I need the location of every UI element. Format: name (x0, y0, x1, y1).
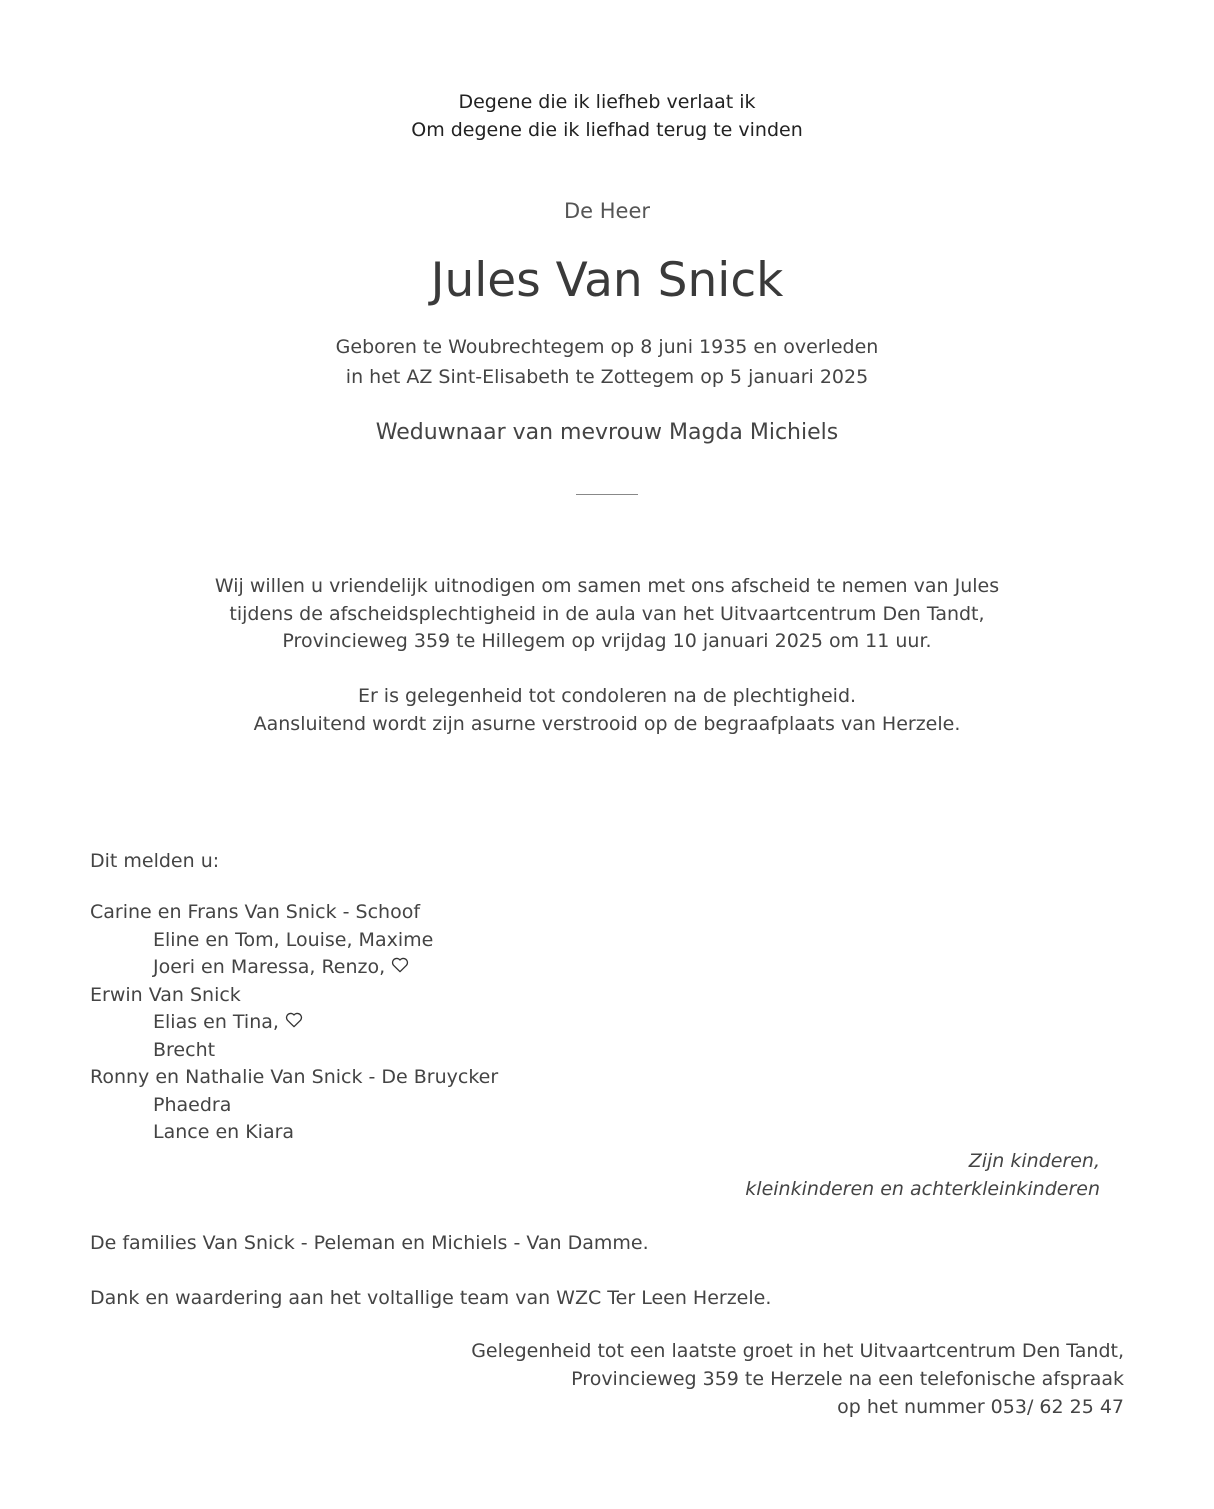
signature (745, 1147, 1100, 1203)
family-member (90, 1009, 498, 1037)
family-member-text: Erwin Van Snick (90, 983, 241, 1006)
family-member (90, 1119, 498, 1147)
invitation-line-1: Wij willen u vriendelijk uitnodigen om samen met ons afscheid te nemen van Jules (214, 575, 1000, 597)
family-member-text: Lance en Kiara (153, 1121, 295, 1143)
visitation-line-1: Gelegenheid tot een laatste groet in het Uitvaartcentrum Den Tandt, (471, 1340, 1124, 1362)
heart-outline-icon (391, 957, 411, 975)
poem-line-1: Degene die ik liefheb verlaat ik (458, 91, 756, 113)
family-member (90, 927, 498, 955)
invitation (0, 573, 1214, 656)
family-member-text: Eline en Tom, Louise, Maxime (153, 928, 434, 951)
family-member (90, 1092, 498, 1120)
family-list (90, 899, 498, 1147)
family-member (90, 954, 498, 982)
poem-line-2: Om degene die ik liefhad terug te vinden (411, 119, 803, 141)
visitation-info (471, 1337, 1124, 1421)
honorific: De Heer (563, 199, 651, 223)
family-member-text: Brecht (153, 1038, 216, 1061)
divider (576, 494, 638, 495)
family-member (90, 899, 498, 927)
widower-line: Weduwnaar van mevrouw Magda Michiels (375, 420, 839, 445)
signature-line-1: Zijn kinderen, (968, 1150, 1100, 1172)
condolence-info (0, 683, 1214, 738)
family-member-text: Ronny en Nathalie Van Snick - De Bruycker (90, 1066, 499, 1088)
visitation-line-3: op het nummer 053/ 62 25 47 (837, 1396, 1124, 1418)
invitation-line-3: Provincieweg 359 te Hillegem op vrijdag 10 januari 2025 om 11 uur. (282, 630, 932, 652)
family-member-text: Phaedra (153, 1093, 232, 1116)
invitation-line-2: tijdens de afscheidsplechtigheid in de aula van het Uitvaartcentrum Den Tandt, (229, 602, 985, 625)
birth-line-1: Geboren te Woubrechtegem op 8 juni 1935 en overleden (335, 336, 879, 358)
signature-line-2: kleinkinderen en achterkleinkinderen (745, 1178, 1100, 1200)
family-member (90, 982, 498, 1010)
family-member (90, 1064, 498, 1092)
poem (0, 88, 1214, 144)
family-member-text: Joeri en Maressa, Renzo, (153, 956, 386, 978)
families-line: De families Van Snick - Peleman en Michiels - Van Damme. (90, 1232, 649, 1254)
ash-scattering-line: Aansluitend wordt zijn asurne verstrooid op de begraafplaats van Herzele. (253, 712, 961, 735)
birth-line-2: in het AZ Sint-Elisabeth te Zottegem op 5 januari 2025 (345, 366, 869, 388)
thanks-line: Dank en waardering aan het voltallige team van WZC Ter Leen Herzele. (90, 1287, 772, 1309)
heart-outline-icon (285, 1012, 305, 1030)
condolence-line: Er is gelegenheid tot condoleren na de plechtigheid. (357, 685, 857, 707)
deceased-name: Jules Van Snick (430, 253, 784, 308)
family-member-text: Elias en Tina, (153, 1011, 279, 1033)
visitation-line-2: Provincieweg 359 te Herzele na een telefonische afspraak (571, 1368, 1124, 1390)
family-member-text: Carine en Frans Van Snick - Schoof (90, 901, 421, 923)
family-member (90, 1037, 498, 1065)
birth-death-info (0, 332, 1214, 392)
announcement: Dit melden u: (90, 850, 220, 872)
